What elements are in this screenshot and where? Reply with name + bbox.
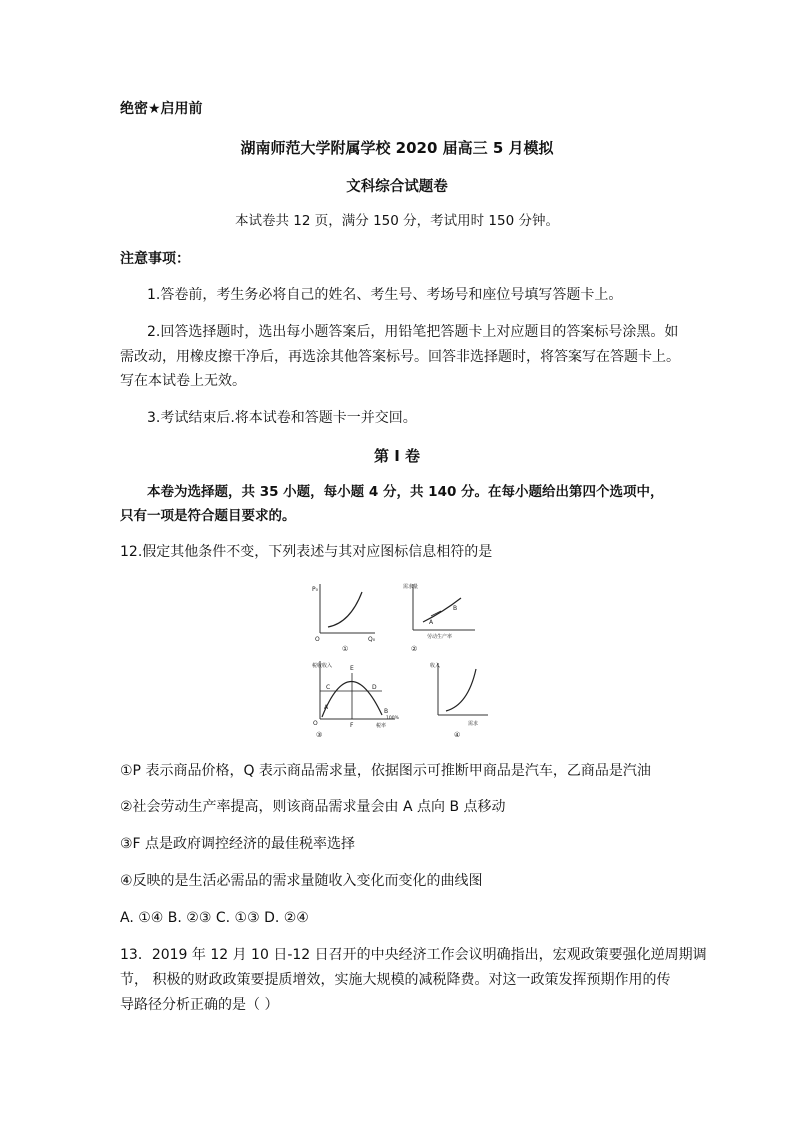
q12-option-4: ④反映的是生活必需品的需求量随收入变化而变化的曲线图: [120, 873, 483, 889]
section-title: 第 Ⅰ 卷: [373, 447, 421, 465]
q12-option-3: ③F 点是政府调控经济的最佳税率选择: [120, 836, 356, 852]
g3-x-label: 税率: [376, 723, 387, 729]
g1-y-label: P₀: [312, 586, 319, 593]
g2-point-b: B: [453, 605, 458, 612]
g3-point-c: C: [326, 684, 331, 691]
q12-option-2: ②社会劳动生产率提高，则该商品需求量会由 A 点向 B 点移动: [120, 799, 506, 815]
g4-y-label: 收入: [430, 663, 441, 669]
q13-line-3: 导路径分析正确的是（ ）: [120, 997, 279, 1013]
q12-figure-3: [310, 657, 405, 742]
g3-point-d: D: [372, 684, 377, 691]
g3-point-a: A: [324, 704, 329, 711]
section-intro-2: 只有一项是符合题目要求的。: [120, 508, 296, 524]
g2-y-label: 需求量: [403, 584, 419, 590]
section-intro-1: 本卷为选择题，共 35 小题，每小题 4 分，共 140 分。在每小题给出第四个选项中，: [147, 484, 664, 500]
q13-line-2: 节， 积极的财政政策要提质增效，实施大规模的减税降费。对这一政策发挥预期作用的传: [120, 972, 671, 988]
g2-x-label: 劳动生产率: [427, 634, 453, 640]
g3-percent: 100%: [386, 716, 399, 721]
g3-point-e: E: [350, 665, 354, 672]
q12-option-1: ①P 表示商品价格，Q 表示商品需求量，依据图示可推断甲商品是汽车，乙商品是汽油: [120, 763, 651, 779]
q12-choices: A. ①④ B. ②③ C. ①③ D. ②④: [120, 910, 309, 926]
exam-title: 湖南师范大学附属学校 2020 届高三 5 月模拟: [240, 139, 554, 157]
g2-number: ②: [411, 645, 418, 653]
q12-figure: [310, 578, 410, 658]
g4-x-label: 需求: [468, 721, 479, 727]
q12-figure-2: [403, 578, 503, 658]
g3-origin: O: [313, 720, 318, 727]
graph-2: [403, 583, 475, 653]
g1-x-label: Q₀: [368, 636, 376, 643]
q12-stem: 12.假定其他条件不变，下列表述与其对应图标信息相符的是: [120, 544, 493, 560]
notice-item-2-cont: 需改动，用橡皮擦干净后，再选涂其他答案标号。回答非选择题时，将答案写在答题卡上。: [120, 349, 680, 365]
notice-item-2-cont2: 写在本试卷上无效。: [120, 373, 246, 389]
graph-4: [430, 662, 488, 739]
notice-item-1: 1.答卷前，考生务必将自己的姓名、考生号、考场号和座位号填写答题卡上。: [147, 287, 623, 303]
g1-origin: O: [315, 636, 320, 643]
secret-label: 绝密★启用前: [120, 101, 203, 117]
graph-3: [312, 661, 400, 739]
g3-number: ③: [316, 731, 323, 739]
g3-point-f: F: [350, 722, 354, 729]
g2-point-a: A: [429, 619, 434, 626]
g4-number: ④: [454, 731, 461, 739]
q13-line-1: 13．2019 年 12 月 10 日-12 日召开的中央经济工作会议明确指出，宏观政策要强化逆周期调: [120, 947, 707, 963]
notice-item-2: 2.回答选择题时，选出每小题答案后，用铅笔把答题卡上对应题目的答案标号涂黑。如: [147, 324, 679, 340]
exam-subtitle: 文科综合试题卷: [346, 179, 448, 195]
graph-1: [312, 584, 376, 653]
g1-number: ①: [342, 645, 349, 653]
q12-figure-4: [428, 657, 508, 742]
g3-point-b: B: [384, 708, 389, 715]
g3-y-label: 税收收入: [312, 663, 333, 669]
notice-item-3: 3.考试结束后.将本试卷和答题卡一并交回。: [147, 410, 417, 426]
exam-info: 本试卷共 12 页，满分 150 分，考试用时 150 分钟。: [235, 213, 559, 229]
notice-heading: 注意事项：: [120, 251, 190, 267]
